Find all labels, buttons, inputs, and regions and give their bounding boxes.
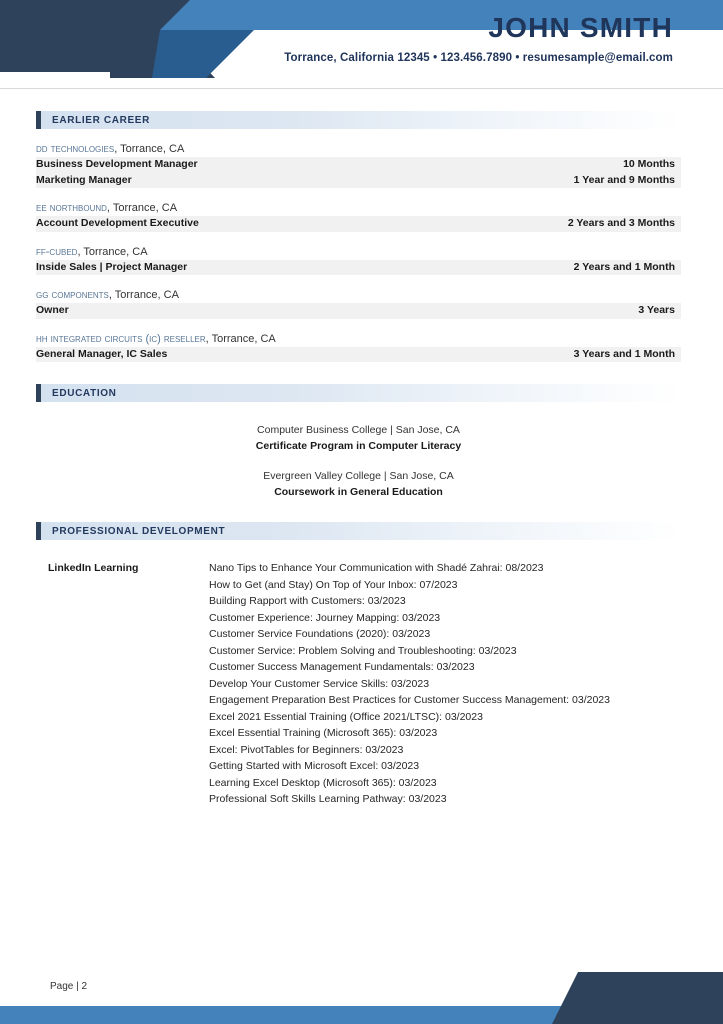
earlier-career-list	[36, 142, 681, 362]
job-entry	[36, 288, 681, 319]
education-entry	[36, 422, 681, 454]
pd-course-item: Nano Tips to Enhance Your Communication with Shadé Zahrai: 08/2023	[209, 562, 544, 574]
job-entry	[36, 201, 681, 232]
job-duration: 1 Year and 9 Months	[573, 173, 675, 186]
company-name: hh integrated circuits (ic) reseller	[36, 332, 206, 345]
pd-course-list	[209, 560, 681, 808]
job-title: Owner	[36, 304, 69, 316]
job-company-line	[36, 142, 681, 157]
section-tab-marker	[36, 111, 41, 129]
page-header	[0, 0, 723, 88]
job-duration: 2 Years and 3 Months	[567, 217, 675, 229]
job-role-rows	[36, 303, 681, 319]
job-title: Inside Sales | Project Manager	[36, 260, 188, 273]
job-role-rows	[36, 347, 681, 363]
pd-course-item: Excel 2021 Essential Training (Office 2021/LTSC): 03/2023	[209, 710, 483, 723]
company-location: , Torrance, CA	[77, 245, 148, 258]
section-header-education	[36, 384, 681, 402]
pd-course-item: Building Rapport with Customers: 03/2023	[209, 595, 406, 607]
pd-course-item: Excel: PivotTables for Beginners: 03/2023	[209, 743, 404, 756]
section-header-professional-development	[36, 522, 681, 540]
company-location: , Torrance, CA	[114, 143, 185, 155]
pd-course-item: How to Get (and Stay) On Top of Your Inbox: 07/2023	[209, 578, 458, 591]
job-duration: 10 Months	[623, 158, 675, 170]
pd-provider-label: LinkedIn Learning	[48, 562, 139, 574]
job-title: Business Development Manager	[36, 158, 198, 170]
job-duration: 2 Years and 1 Month	[573, 260, 675, 273]
job-role-rows	[36, 260, 681, 276]
resume-content	[0, 89, 723, 808]
job-duration: 3 Years and 1 Month	[573, 347, 675, 360]
job-title: Account Development Executive	[36, 217, 199, 229]
company-name: ff-cubed	[36, 245, 78, 258]
company-name: gg components	[36, 289, 109, 301]
education-list	[36, 422, 681, 500]
education-school: Evergreen Valley College | San Jose, CA	[263, 470, 454, 482]
section-tab-marker	[36, 522, 41, 540]
pd-course-item: Excel Essential Training (Microsoft 365): 03/2023	[209, 727, 438, 739]
contact-line: Torrance, California 12345 • 123.456.7890 • resumesample@email.com	[284, 52, 673, 64]
job-role-rows	[36, 157, 681, 188]
job-role-row	[36, 216, 681, 232]
job-role-row	[36, 260, 681, 276]
professional-development-block	[36, 560, 681, 808]
job-title: General Manager, IC Sales	[36, 347, 168, 360]
section-title: EARLIER CAREER	[52, 114, 150, 126]
education-degree: Coursework in General Education	[274, 486, 443, 498]
job-company-line	[36, 245, 681, 260]
pd-course-item: Customer Service Foundations (2020): 03/2023	[209, 628, 431, 640]
section-tab-marker	[36, 384, 41, 402]
candidate-name: JOHN SMITH	[488, 12, 673, 43]
job-role-row	[36, 173, 681, 189]
company-name: ee northbound	[36, 202, 107, 214]
pd-course-item: Customer Service: Problem Solving and Troubleshooting: 03/2023	[209, 644, 517, 657]
company-location: , Torrance, CA	[108, 289, 179, 301]
pd-course-item: Develop Your Customer Service Skills: 03/2023	[209, 677, 430, 690]
job-entry	[36, 332, 681, 363]
education-entry	[36, 468, 681, 500]
section-title: EDUCATION	[52, 387, 117, 399]
pd-course-item: Professional Soft Skills Learning Pathway: 03/2023	[209, 793, 447, 805]
job-role-row	[36, 347, 681, 363]
job-role-row	[36, 303, 681, 319]
company-location: , Torrance, CA	[106, 202, 178, 214]
job-entry	[36, 142, 681, 188]
job-role-row	[36, 157, 681, 173]
pd-course-item: Learning Excel Desktop (Microsoft 365): 03/2023	[209, 776, 437, 789]
job-company-line	[36, 201, 681, 216]
job-duration: 3 Years	[638, 304, 675, 316]
section-header-earlier-career	[36, 111, 681, 129]
job-company-line	[36, 288, 681, 303]
pd-course-item: Getting Started with Microsoft Excel: 03/2023	[209, 760, 420, 772]
company-location: , Torrance, CA	[205, 332, 276, 345]
job-entry	[36, 245, 681, 276]
header-text-block	[284, 14, 673, 64]
pd-course-item: Engagement Preparation Best Practices for Customer Success Management: 03/2023	[209, 694, 610, 706]
company-name: dd technologies	[36, 143, 115, 155]
job-role-rows	[36, 216, 681, 232]
section-title: PROFESSIONAL DEVELOPMENT	[52, 525, 226, 537]
education-school: Computer Business College | San Jose, CA	[257, 424, 460, 436]
job-company-line	[36, 332, 681, 347]
job-title: Marketing Manager	[36, 173, 132, 186]
pd-course-item: Customer Success Management Fundamentals: 03/2023	[209, 661, 475, 673]
pd-course-item: Customer Experience: Journey Mapping: 03/2023	[209, 611, 441, 624]
education-degree: Certificate Program in Computer Literacy	[255, 440, 462, 452]
page-number: Page | 2	[50, 981, 88, 992]
